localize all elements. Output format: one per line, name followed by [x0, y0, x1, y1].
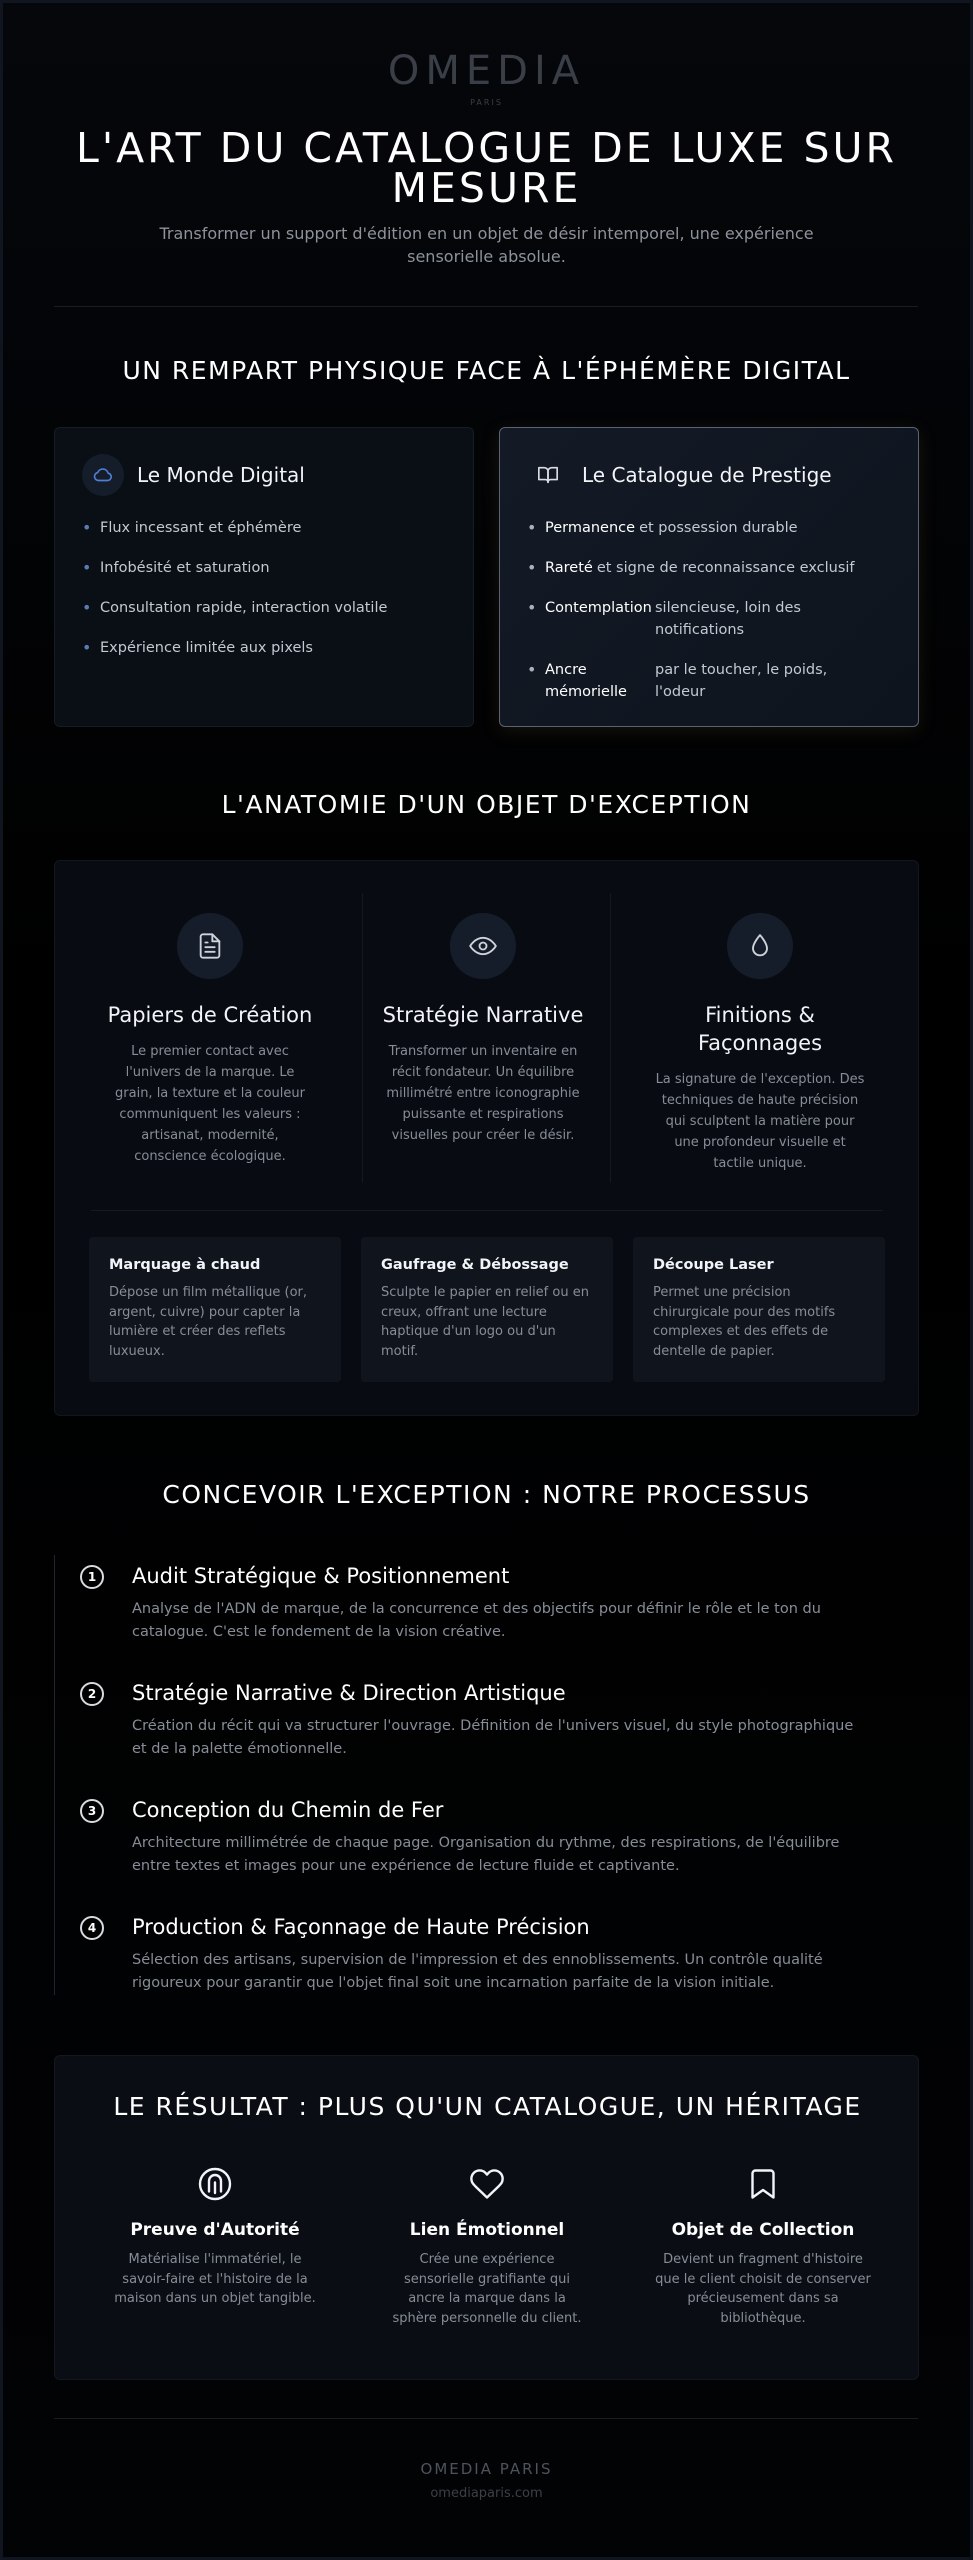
- step-title: Audit Stratégique & Positionnement: [132, 1564, 510, 1588]
- digital-card-title: Le Monde Digital: [137, 463, 305, 487]
- list-item-strong: • Rareté: [545, 560, 593, 576]
- digital-list: [82, 517, 452, 677]
- anatomy-column-narrative: [373, 913, 593, 1146]
- cloud-icon: [82, 454, 124, 496]
- technique-text: Permet une précision chirurgicale pour des motifs complexes et des effets de dentelle de papier.: [653, 1285, 836, 1359]
- timeline-line: [54, 1555, 55, 1995]
- list-item: [527, 517, 897, 539]
- step-text: Analyse de l'ADN de marque, de la concurrence et des objectifs pour définir le rôle et le ton du catalogue. C'est le fondement de la vision créative.: [132, 1601, 821, 1640]
- technique-title: Gaufrage & Débossage: [381, 1257, 569, 1273]
- anatomy-text: Le premier contact avec l'univers de la marque. Le grain, la texture et la couleur communiquent les valeurs : artisanat, modernité, conscience écologique.: [115, 1044, 305, 1164]
- result-item: [105, 2166, 325, 2309]
- result-text: Devient un fragment d'histoire que le client choisit de conserver précieusement dans sa bibliothèque.: [655, 2252, 871, 2326]
- list-item-text: et signe de reconnaissance exclusif: [596, 560, 855, 576]
- step-text: Création du récit qui va structurer l'ouvrage. Définition de l'univers visuel, du style photographique et de la palette émotionnelle.: [132, 1718, 854, 1757]
- step-number: 3: [80, 1799, 104, 1823]
- divider: [54, 2418, 918, 2419]
- list-item: • Consultation rapide, interaction volatile: [82, 597, 452, 619]
- technique-title: Découpe Laser: [653, 1257, 774, 1273]
- comparison-section-title: UN REMPART PHYSIQUE FACE À L'ÉPHÉMÈRE DIGITAL: [122, 356, 851, 385]
- result-text: Matérialise l'immatériel, le savoir-faire et l'histoire de la maison dans un objet tangible.: [114, 2252, 316, 2306]
- anatomy-title: Papiers de Création: [107, 1003, 313, 1027]
- prestige-list: [527, 517, 897, 721]
- bookmark-icon: [648, 2166, 878, 2204]
- list-item-text: par le toucher, le poids, l'odeur: [655, 662, 828, 700]
- anatomy-title: Stratégie Narrative: [382, 1003, 584, 1027]
- step-number: 4: [80, 1916, 104, 1940]
- anatomy-column-finishes: [645, 913, 875, 1174]
- technique-text: Sculpte le papier en relief ou en creux, offrant une lecture haptique d'un logo ou d'un motif.: [381, 1285, 589, 1359]
- anatomy-text: La signature de l'exception. Des techniques de haute précision qui sculptent la matière pour une profondeur visuelle et tactile unique.: [655, 1072, 865, 1171]
- result-title: Preuve d'Autorité: [130, 2220, 300, 2240]
- brand-logo-sub: PARIS: [470, 98, 503, 107]
- technique-title: Marquage à chaud: [109, 1257, 261, 1273]
- anatomy-panel: [54, 860, 919, 1416]
- column-divider: [610, 893, 611, 1183]
- result-item: [377, 2166, 597, 2328]
- divider: [91, 1210, 883, 1211]
- result-text: Crée une expérience sensorielle gratifiante qui ancre la marque dans la sphère personnelle du client.: [392, 2252, 582, 2326]
- anatomy-text: Transformer un inventaire en récit fondateur. Un équilibre millimétré entre iconographie puissante et respirations visuelles pour créer le désir.: [386, 1044, 580, 1143]
- page-subtitle: Transformer un support d'édition en un objet de désir intemporel, une expérience sensorielle absolue.: [159, 224, 814, 266]
- technique-card: [633, 1237, 885, 1382]
- footer-link[interactable]: omediaparis.com: [430, 2486, 543, 2501]
- result-panel: [54, 2055, 919, 2380]
- fingerprint-icon: [105, 2166, 325, 2204]
- list-item-strong: • Permanence: [545, 520, 636, 536]
- step-text: Sélection des artisans, supervision de l'impression et des ennoblissements. Un contrôle qualité rigoureux pour garantir que l'objet final soit une incarnation parfaite de la vision initiale.: [132, 1952, 823, 1991]
- result-item: [648, 2166, 878, 2328]
- list-item: [527, 597, 897, 641]
- list-item-text: et possession durable: [639, 520, 798, 536]
- technique-text: Dépose un film métallique (or, argent, cuivre) pour capter la lumière et créer des reflets luxueux.: [109, 1285, 308, 1359]
- step-title: Conception du Chemin de Fer: [132, 1798, 444, 1822]
- list-item: [527, 659, 897, 703]
- step-title: Production & Façonnage de Haute Précision: [132, 1915, 590, 1939]
- list-item-text: silencieuse, loin des notifications: [655, 600, 801, 638]
- technique-card: [361, 1237, 613, 1382]
- anatomy-title: Finitions & Façonnages: [697, 1003, 823, 1055]
- document-icon: [177, 913, 243, 979]
- result-title: Objet de Collection: [671, 2220, 855, 2240]
- open-book-icon: [527, 454, 569, 496]
- digital-card: [54, 427, 474, 727]
- step-number: 1: [80, 1565, 104, 1589]
- prestige-card-title: Le Catalogue de Prestige: [582, 463, 832, 487]
- step-title: Stratégie Narrative & Direction Artistique: [132, 1681, 566, 1705]
- footer-brand: OMEDIA PARIS: [420, 2460, 553, 2478]
- step-number: 2: [80, 1682, 104, 1706]
- anatomy-section-title: L'ANATOMIE D'UN OBJET D'EXCEPTION: [221, 790, 752, 819]
- eye-icon: [450, 913, 516, 979]
- divider: [54, 306, 918, 307]
- step-text: Architecture millimétrée de chaque page. Organisation du rythme, des respirations, de l'équilibre entre textes et images pour une expérience de lecture fluide et captivante.: [132, 1835, 840, 1874]
- list-item: • Flux incessant et éphémère: [82, 517, 452, 539]
- list-item-strong: • Ancre mémorielle: [545, 662, 627, 700]
- page-title: L'ART DU CATALOGUE DE LUXE SUR MESURE: [76, 124, 897, 212]
- list-item: • Expérience limitée aux pixels: [82, 637, 452, 659]
- anatomy-column-paper: [85, 913, 335, 1167]
- result-title: Lien Émotionnel: [409, 2220, 565, 2240]
- technique-card: [89, 1237, 341, 1382]
- list-item: • Infobésité et saturation: [82, 557, 452, 579]
- heart-icon: [377, 2166, 597, 2204]
- list-item-strong: • Contemplation: [545, 600, 652, 616]
- column-divider: [362, 893, 363, 1183]
- brand-logo: OMEDIA: [387, 48, 586, 94]
- prestige-card: [499, 427, 919, 727]
- droplet-icon: [727, 913, 793, 979]
- list-item: [527, 557, 897, 579]
- process-section-title: CONCEVOIR L'EXCEPTION : NOTRE PROCESSUS: [162, 1480, 811, 1509]
- result-section-title: LE RÉSULTAT : PLUS QU'UN CATALOGUE, UN HÉRITAGE: [113, 2092, 862, 2121]
